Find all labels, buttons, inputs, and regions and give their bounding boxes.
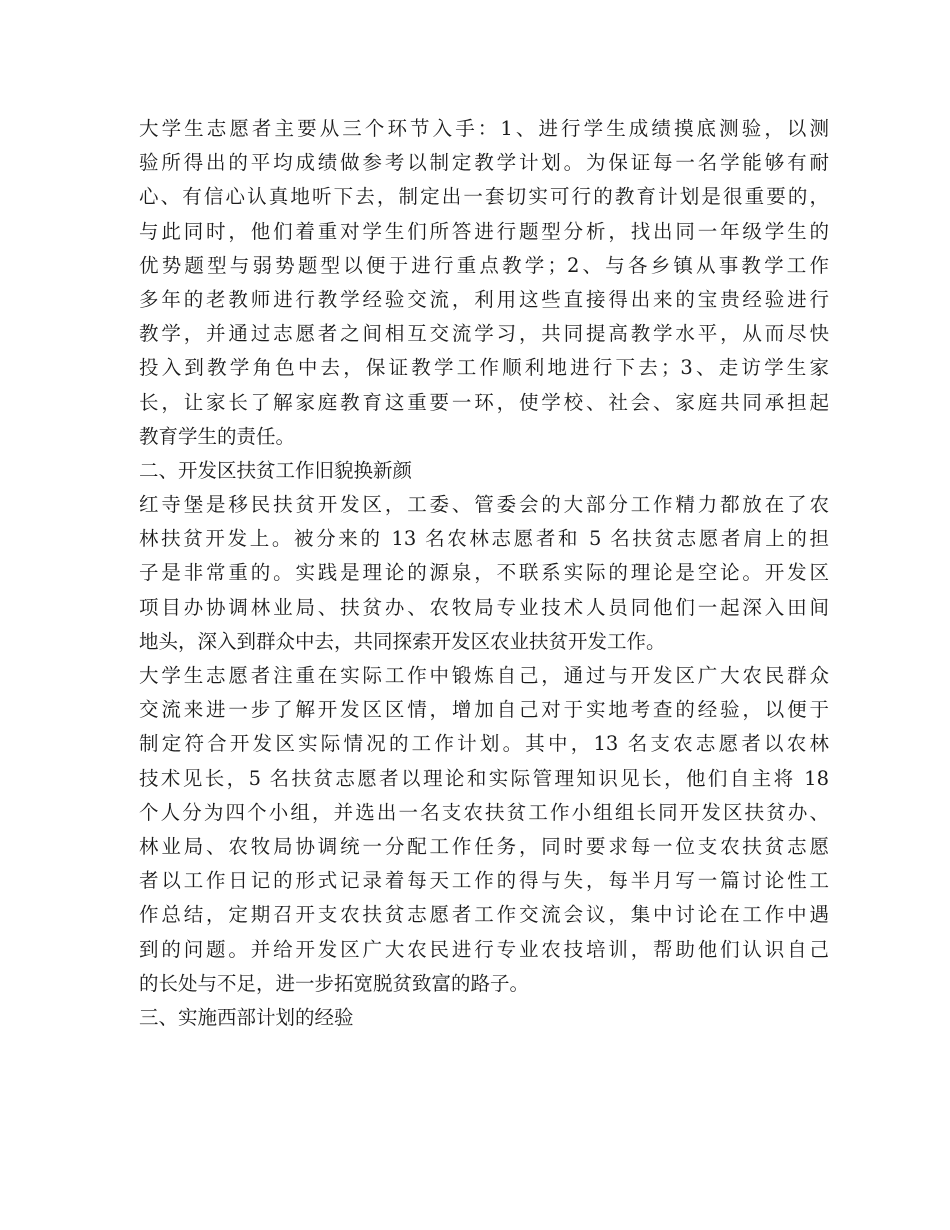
body-text-line: 心、有信心认真地听下去，制定出一套切实可行的教育计划是很重要的，: [139, 185, 829, 209]
body-text-line: 验所得出的平均成绩做参考以制定教学计划。为保证每一名学能够有耐: [139, 151, 829, 175]
body-text-line: 个人分为四个小组，并选出一名支农扶贫工作小组组长同开发区扶贫办、: [139, 800, 829, 824]
body-text-line: 投入到教学角色中去，保证教学工作顺利地进行下去；3、走访学生家: [139, 356, 829, 380]
body-text-line: 林扶贫开发上。被分来的 13 名农林志愿者和 5 名扶贫志愿者肩上的担: [139, 527, 829, 551]
body-text-line: 技术见长，5 名扶贫志愿者以理论和实际管理知识见长，他们自主将 18: [139, 766, 829, 790]
body-text-line: 大学生志愿者主要从三个环节入手：1、进行学生成绩摸底测验，以测: [139, 117, 829, 140]
body-text-line: 子是非常重的。实践是理论的源泉，不联系实际的理论是空论。开发区: [139, 561, 829, 585]
body-text-line: 作总结，定期召开支农扶贫志愿者工作交流会议，集中讨论在工作中遇: [139, 903, 829, 927]
section-heading: 三、实施西部计划的经验: [139, 1005, 354, 1029]
body-text-line: 大学生志愿者注重在实际工作中锻炼自己，通过与开发区广大农民群众: [139, 664, 829, 687]
body-text-line: 红寺堡是移民扶贫开发区，工委、管委会的大部分工作精力都放在了农: [139, 493, 829, 517]
body-text-line: 林业局、农牧局协调统一分配工作任务，同时要求每一位支农扶贫志愿: [139, 834, 829, 858]
body-text-line: 项目办协调林业局、扶贫办、农牧局专业技术人员同他们一起深入田间: [139, 595, 829, 619]
document-body: [139, 112, 829, 1035]
body-text-line: 教学，并通过志愿者之间相互交流学习，共同提高教学水平，从而尽快: [139, 322, 829, 346]
body-text-line: 多年的老教师进行教学经验交流，利用这些直接得出来的宝贵经验进行: [139, 287, 829, 311]
body-text-line: 地头，深入到群众中去，共同探索开发区农业扶贫开发工作。: [139, 629, 666, 653]
body-text-line: 交流来进一步了解开发区区情，增加自己对于实地考查的经验，以便于: [139, 698, 829, 722]
body-text-line: 与此同时，他们着重对学生们所答进行题型分析，找出同一年级学生的: [139, 219, 829, 243]
body-text-line: 制定符合开发区实际情况的工作计划。其中，13 名支农志愿者以农林: [139, 732, 829, 756]
body-text-line: 的长处与不足，进一步拓宽脱贫致富的路子。: [139, 971, 530, 995]
body-text-line: 教育学生的责任。: [139, 424, 296, 448]
body-text-line: 到的问题。并给开发区广大农民进行专业农技培训，帮助他们认识自己: [139, 937, 829, 961]
body-text-line: 者以工作日记的形式记录着每天工作的得与失，每半月写一篇讨论性工: [139, 869, 829, 893]
body-text-line: 长，让家长了解家庭教育这重要一环，使学校、社会、家庭共同承担起: [139, 390, 829, 414]
section-heading: 二、开发区扶贫工作旧貌换新颜: [139, 458, 413, 482]
body-text-line: 优势题型与弱势题型以便于进行重点教学；2、与各乡镇从事教学工作: [139, 253, 829, 277]
